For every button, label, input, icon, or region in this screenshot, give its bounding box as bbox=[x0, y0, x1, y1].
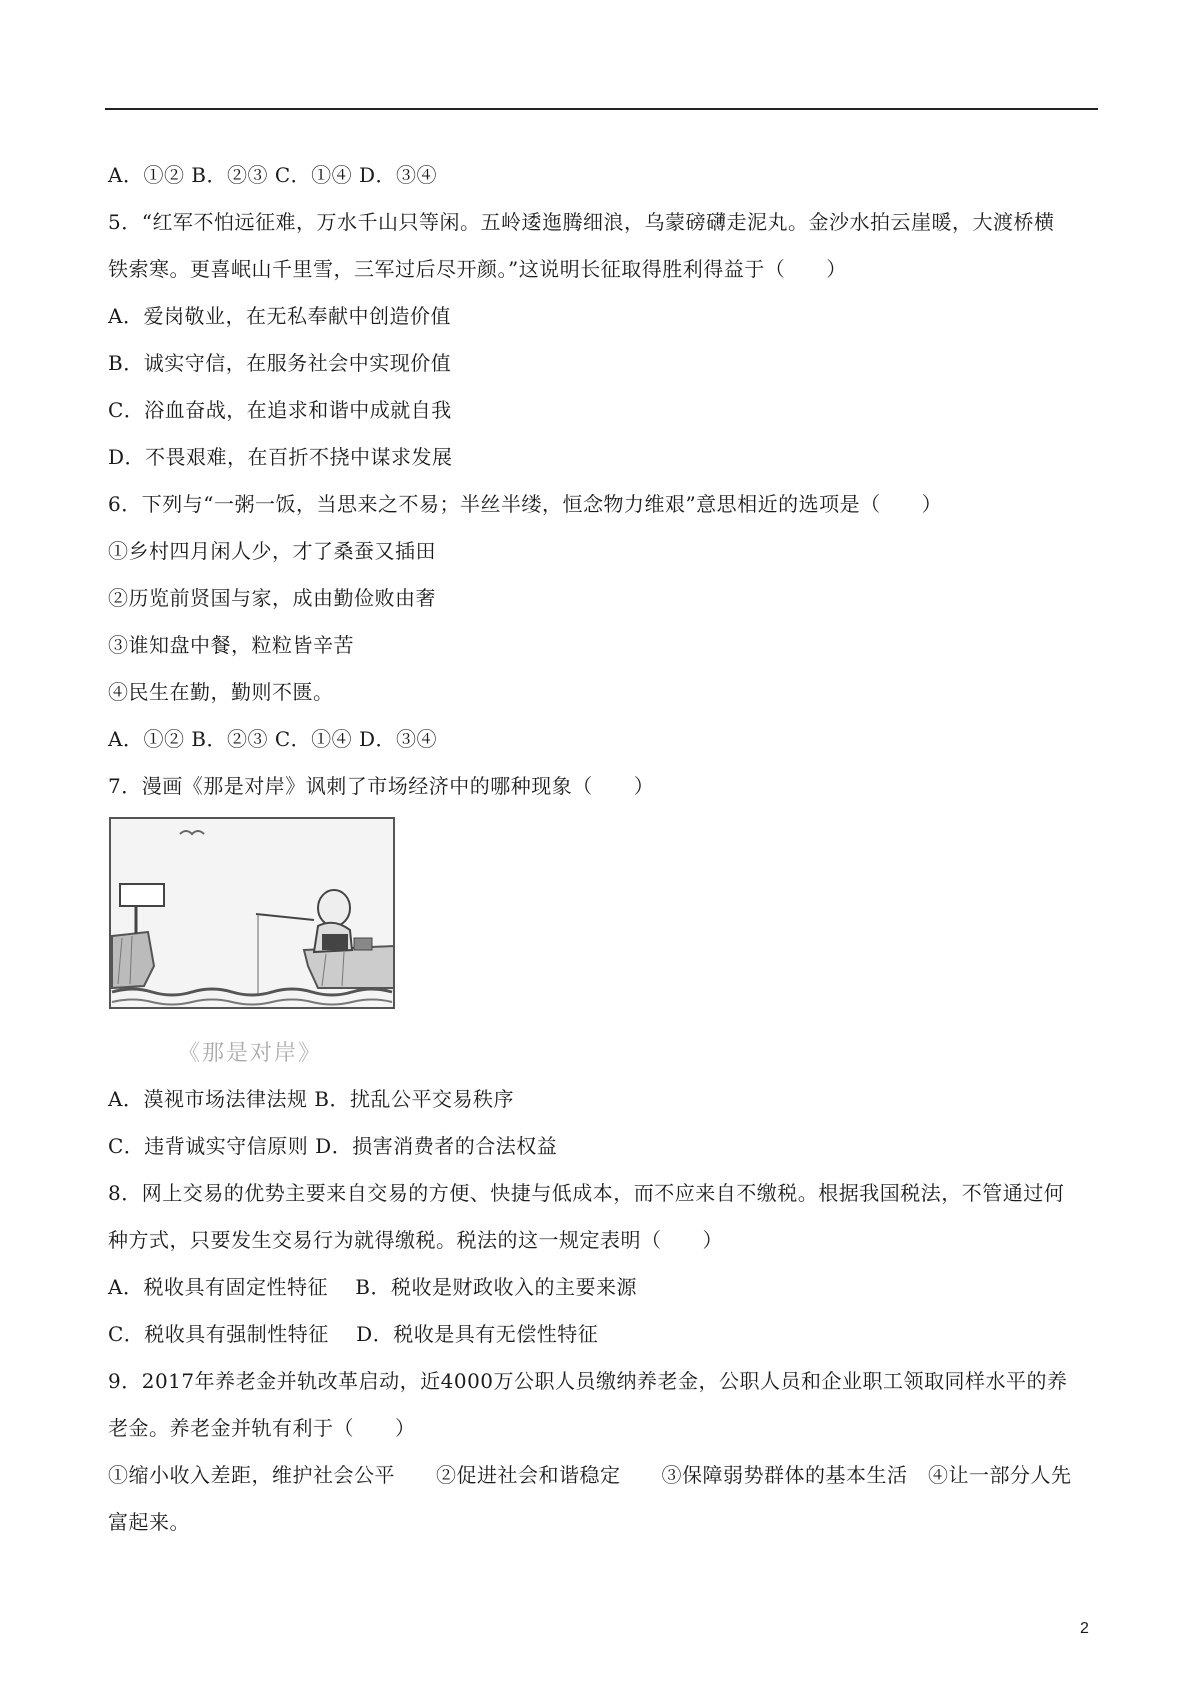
text-line: 6．下列与“一粥一饭，当思来之不易；半丝半缕，恒念物力维艰”意思相近的选项是（ ） bbox=[108, 492, 943, 516]
text-line: 9．2017年养老金并轨改革启动，近4000万公职人员缴纳养老金，公职人员和企业职工领取同样水平的养 bbox=[108, 1369, 1068, 1393]
text-line: ①乡村四月闲人少，才了桑蚕又插田 bbox=[108, 539, 436, 563]
text-line: ①缩小收入差距，维护社会公平 ②促进社会和谐稳定 ③保障弱势群体的基本生活 ④让一部分人先 bbox=[108, 1463, 1072, 1487]
page-content bbox=[108, 152, 1098, 1546]
text-line: A．税收具有固定性特征 B．税收是财政收入的主要来源 bbox=[108, 1275, 637, 1299]
text-line: A．爱岗敬业，在无私奉献中创造价值 bbox=[108, 304, 451, 328]
text-line: B．诚实守信，在服务社会中实现价值 bbox=[108, 351, 452, 375]
text-line: 种方式，只要发生交易行为就得缴税。税法的这一规定表明（ ） bbox=[108, 1228, 723, 1252]
text-line: C．浴血奋战，在追求和谐中成就自我 bbox=[108, 398, 452, 422]
page-number: 2 bbox=[1080, 1620, 1089, 1637]
text-line: ③谁知盘中餐，粒粒皆辛苦 bbox=[108, 633, 354, 657]
text-line: ④民生在勤，勤则不匮。 bbox=[108, 680, 334, 704]
cartoon-caption: 《那是对岸》 bbox=[178, 1041, 323, 1066]
text-line: A．①② B．②③ C．①④ D．③④ bbox=[108, 727, 438, 751]
text-line: D．不畏艰难，在百折不挠中谋求发展 bbox=[108, 445, 453, 469]
cartoon-figure bbox=[108, 816, 420, 1068]
cartoon-drawing bbox=[108, 816, 420, 1046]
text-line: 5．“红军不怕远征难，万水千山只等闲。五岭逶迤腾细浪，乌蒙磅礴走泥丸。金沙水拍云崖暖，大渡桥横 bbox=[108, 210, 1055, 234]
text-line: 老金。养老金并轨有利于（ ） bbox=[108, 1416, 416, 1440]
text-line: A．漠视市场法律法规 B．扰乱公平交易秩序 bbox=[108, 1087, 514, 1111]
text-line: 铁索寒。更喜岷山千里雪，三军过后尽开颜。”这说明长征取得胜利得益于（ ） bbox=[108, 257, 847, 281]
text-line: 富起来。 bbox=[108, 1510, 190, 1534]
text-line: A．①② B．②③ C．①④ D．③④ bbox=[108, 163, 438, 187]
text-line: 7．漫画《那是对岸》讽刺了市场经济中的哪种现象（ ） bbox=[108, 774, 655, 798]
text-line: 8．网上交易的优势主要来自交易的方便、快捷与低成本，而不应来自不缴税。根据我国税法，不管通过何 bbox=[108, 1181, 1065, 1205]
header-rule bbox=[105, 108, 1098, 110]
text-line: C．违背诚实守信原则 D．损害消费者的合法权益 bbox=[108, 1134, 558, 1158]
text-line: ②历览前贤国与家，成由勤俭败由奢 bbox=[108, 586, 436, 610]
text-line: C．税收具有强制性特征 D．税收是具有无偿性特征 bbox=[108, 1322, 599, 1346]
